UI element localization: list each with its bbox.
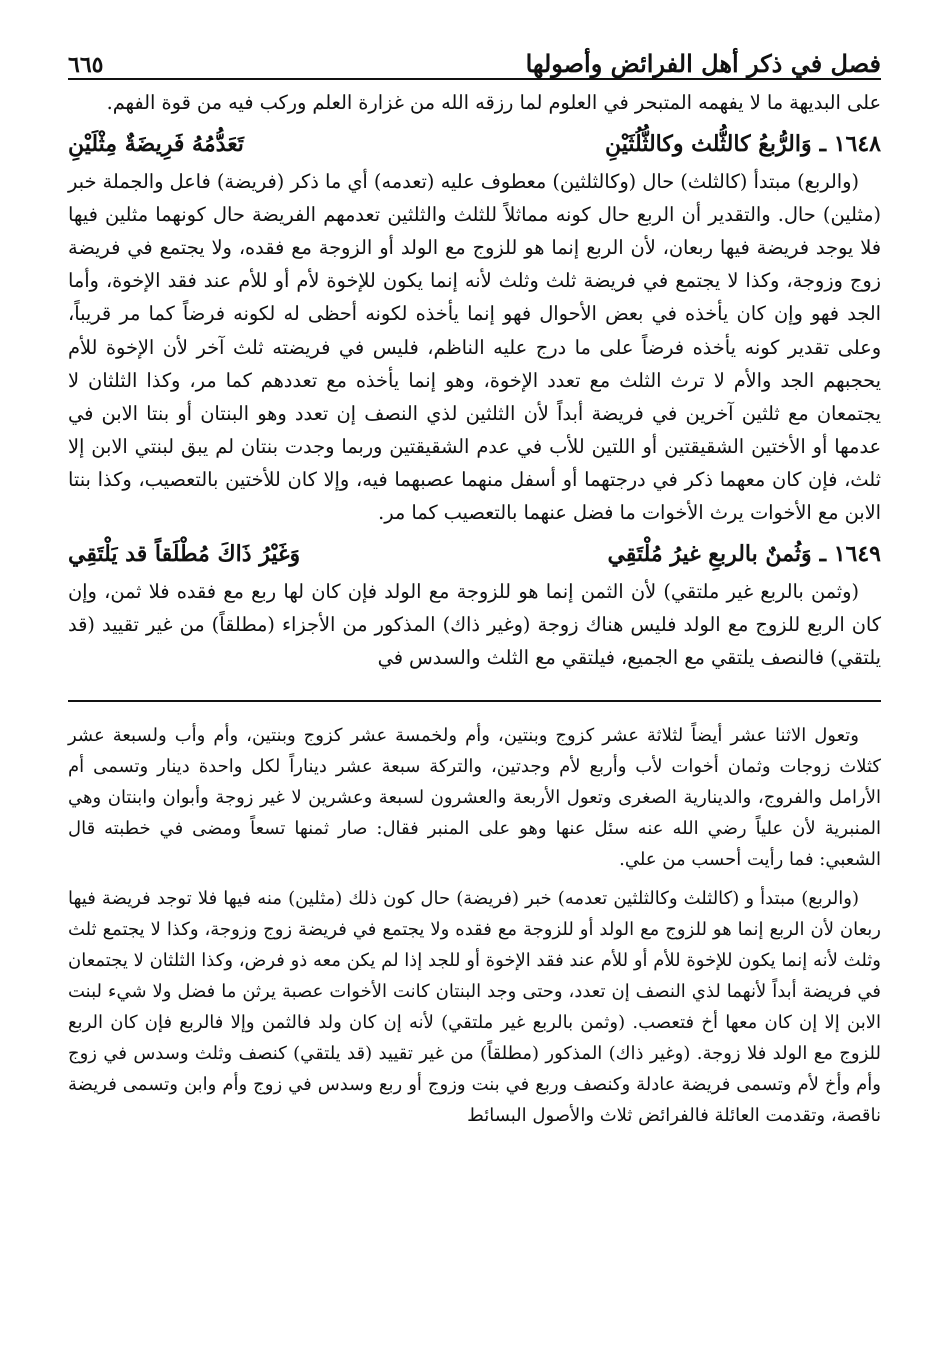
verse-number: ١٦٤٩ ـ: [819, 541, 881, 568]
verse-1649: [68, 533, 881, 575]
paragraph-intro: على البديهة ما لا يفهمه المتبحر في العلوم لما رزقه الله من غزارة العلم وركب فيه من قوة الفهم.: [106, 91, 881, 114]
verse-hemistich-second: وَغَيْرُ ذَاكَ مُطْلَقاً قد يَلْتَقِي: [68, 541, 301, 568]
verse-number: ١٦٤٨ ـ: [819, 131, 881, 158]
footnote-2: (والربع) مبتدأ و (كالثلث وكالثلثين تعدمه) خبر (فريضة) حال كون ذلك (مثلين) منه فيها فلا توجد فريضة فيها ربعان لأن الربع إنما هو للزوج مع الولد أو للزوجة مع فقده ولا يجتمع في فريضة زوج وزوجة، وكذا لا يجتمع ثلث وثلث لأنه إنما يكون للإخوة للأم أو للأم عند فقد الإخوة أو للجد إذا لم يكن معه ذو فرض، وكذا الثلثان لا يجتمعان في فريضة أبداً لأنهما لذي النصف إن تعدد، وحتى وجد البنتان كانت الأخوات عصبة يرثن ما فضل ولا شيء لبنت الابن إلا إن كان معها أخ فتعصب. (وثمن بالربع غير ملتقي) لأنه إن كان ولد فالثمن وإلا فالربع فإن كان الربع للزوج مع الولد فلا زوجة. (وغير ذاك) المذكور (مطلقاً) من غير تقييد (قد يلتقي) كنصف وثلث وسدس في زوج وأم وأخ لأم وتسمى فريضة عادلة وكنصف وربع في بنت وزوج أو ربع وسدس في زوج وأم وابن وتسمى فريضة ناقصة، وتقدمت العائلة فالفرائض ثلاث والأصول البسائط: [68, 888, 881, 1127]
page-number: ٦٦٥: [68, 52, 104, 78]
commentary-1648: (والربع) مبتدأ (كالثلث) حال (وكالثلثين) معطوف عليه (تعدمه) أي ما ذكر (فريضة) فاعل والجملة خبر (مثلين) حال. والتقدير أن الربع حال كونه مماثلاً للثلث والثلثين تعدمهم الفريضة حال كونهما مثلين فيها فلا يوجد فريضة فيها ربعان، لأن الربع إنما هو للزوج مع الولد أو الزوجة مع فقده، ولا يجتمع في فريضة زوج وزوجة، وكذا لا يجتمع في فريضة ثلث وثلث لأنه إنما يكون للإخوة لأم أو للأم عند فقد الإخوة، وأما الجد فهو وإن كان يأخذه في بعض الأحوال فهو إنما يأخذه لكونه أحظى له لكونه فرضاً كما مر قريباً، وعلى تقدير كونه يأخذه فرضاً على ما درج عليه الناظم، فليس في فريضته ثلث آخر لأن الإخوة للأم يحجبهم الجد والأم لا ترث الثلث مع تعدد الإخوة، وهو إنما يأخذه مع تعددهم كما مر، وكذا الثلثان لا يجتمعان مع ثلثين آخرين في فريضة أبداً لأن الثلثين لذي النصف إن تعدد وهو البنتان أو بنتا الابن في عدمها أو الأختين الشقيقتين أو اللتين للأب في عدم الشقيقتين وربما وجدت بنتان لم يبق لبنتي الابن إلا ثلث، فإن كان معهما ذكر في درجتهما أو أسفل منهما عصبهما فيه، وإلا كان للأختين بالتعصيب، وكذا بنتا الابن مع الأخوات يرث الأخوات ما فضل عنهما بالتعصيب كما مر.: [68, 170, 881, 525]
verse-hemistich-first: وَثُمنٌ بالربعِ غيرُ مُلْتَقِي: [607, 541, 812, 568]
commentary-1649: (وثمن بالربع غير ملتقي) لأن الثمن إنما هو للزوجة مع الولد فإن كان لها ربع مع فقده فلا ثمن، وإن كان الربع للزوج مع الولد فليس هناك زوجة (وغير ذاك) المذكور من الأجزاء (مطلقاً) من غير تقييد (قد يلتقي) فالنصف يلتقي مع الجميع، فيلتقي مع الثلث والسدس في: [68, 580, 881, 670]
page-header: [68, 32, 881, 80]
main-text: [68, 86, 881, 674]
footnote-divider: [68, 700, 881, 702]
footnote-1: وتعول الاثنا عشر أيضاً لثلاثة عشر كزوج وبنتين، وأم ولخمسة عشر كزوج وبنتين، وأم وأب ولسبعة عشر كثلاث زوجات وثمان أخوات لأب وأربع لأم وجدتين، والتركة سبعة عشر ديناراً لكل واحدة دينار وتسمى أم الأرامل والفروج، والدينارية الصغرى وتعول الأربعة والعشرون لسبعة وعشرين لا غير زوجة وأبوان وابنتان وهي المنبرية لأن علياً رضي الله عنه سئل عنها وهو على المنبر فقال: صار ثمنها تسعاً ومضى في خطبته قال الشعبي: فما رأيت أحسب من علي.: [68, 725, 881, 871]
verse-hemistich-second: تَعَدُّمُهُ فَرِيضَةٌ مِثْلَيْنِ: [68, 131, 244, 158]
verse-hemistich-first: وَالرُّبعُ كالثُّلث وكالثُّلُثَيْنِ: [605, 131, 812, 158]
footnotes: [68, 720, 881, 1131]
running-title: فصل في ذكر أهل الفرائض وأصولها: [525, 49, 881, 78]
verse-1648: [68, 123, 881, 165]
